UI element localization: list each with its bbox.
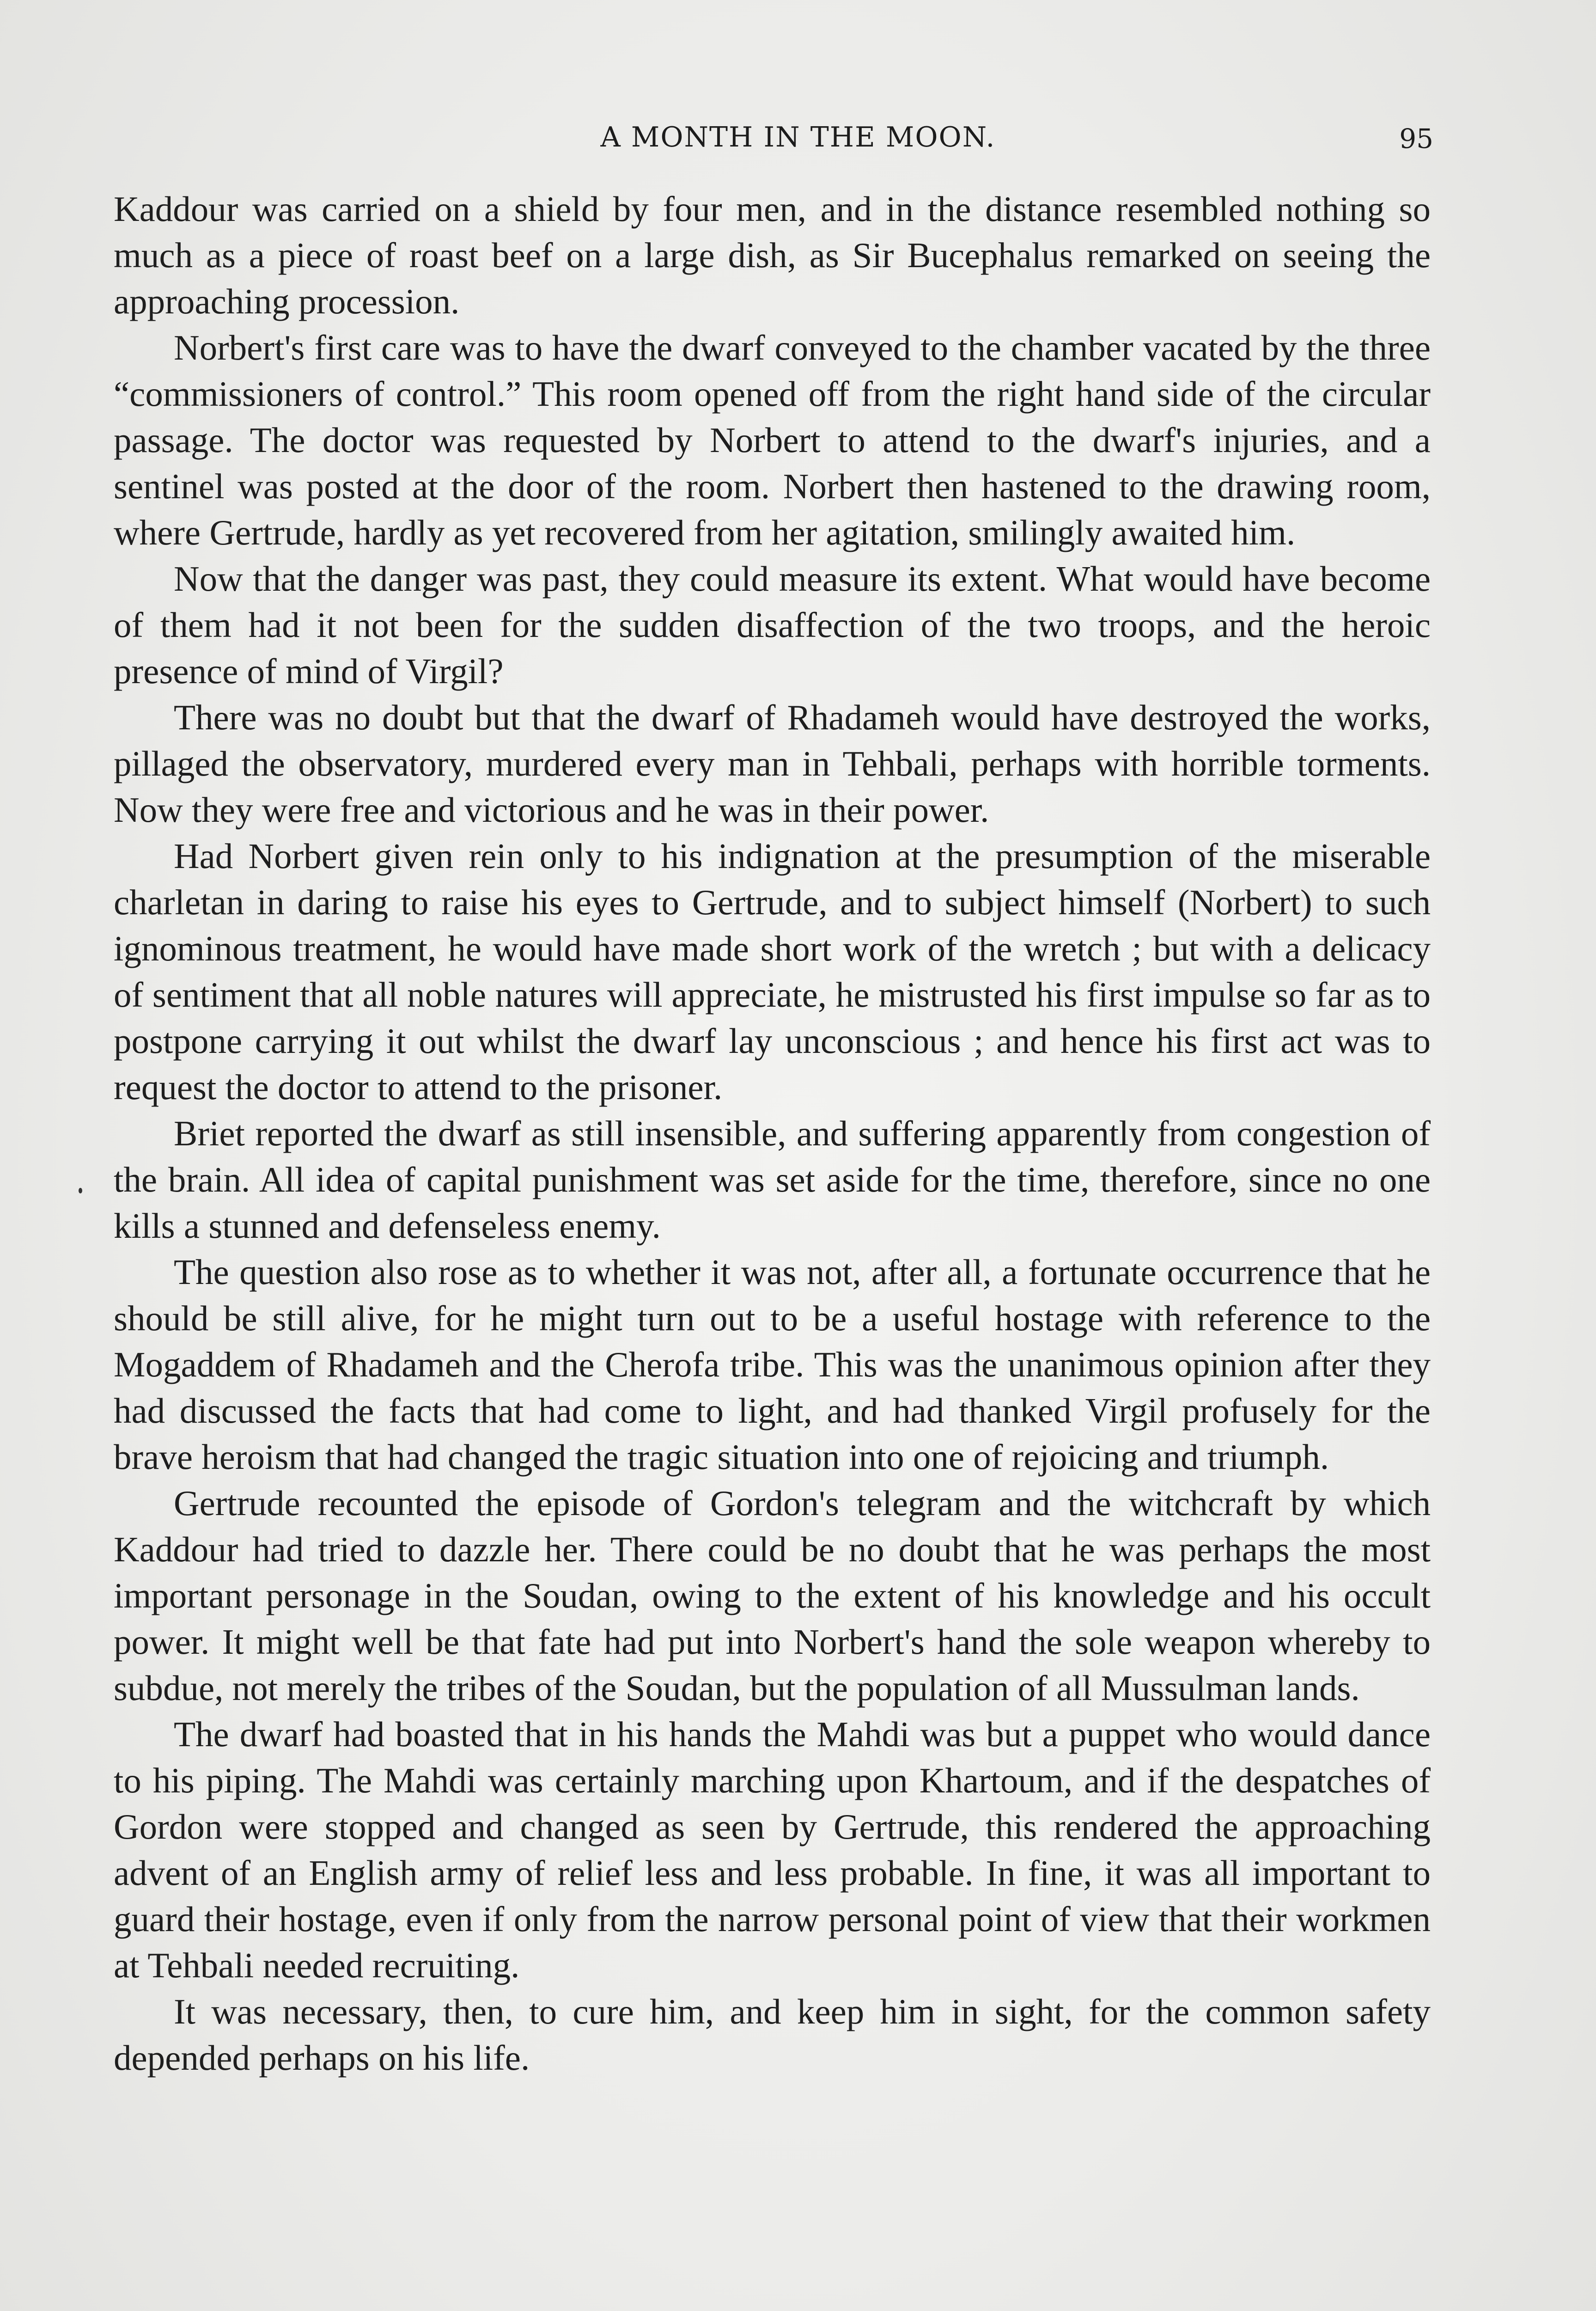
ink-speck [79, 1188, 82, 1193]
paragraph: Gertrude recounted the episode of Gordon's telegram and the witchcraft by which Kaddour had tried to dazzle her. There could be no doubt that he was perhaps the most important personage in the Soudan, owing to the extent of his knowledge and his occult power. It might well be that fate had put into Norbert's hand the sole weapon whereby to subdue, not merely the tribes of the Soudan, but the population of all Mussulman lands. [114, 1483, 1431, 1708]
page-number: 95 [1399, 123, 1433, 154]
paragraph: The question also rose as to whether it was not, after all, a fortunate occurrence that he should be still alive, for he might turn out to be a useful hostage with reference to the Mogaddem of Rhadameh and the Cherofa tribe. This was the unanimous opinion after they had discussed the facts that had come to light, and had thanked Virgil profusely for the brave heroism that had changed the tragic situation into one of rejoicing and triumph. [114, 1252, 1431, 1477]
running-title: A MONTH IN THE MOON. [600, 121, 996, 153]
paragraph: Norbert's first care was to have the dwarf conveyed to the chamber vacated by the three “commissioners of control.” This room opened off from the right hand side of the circular passage. The doctor was requested by Norbert to attend to the dwarf's injuries, and a sentinel was posted at the door of the room. Norbert then hastened to the drawing room, where Gertrude, hardly as yet recovered from her agitation, smilingly awaited him. [114, 328, 1431, 552]
paragraph: Briet reported the dwarf as still insensible, and suffering apparently from congestion of the brain. All idea of capital punishment was set aside for the time, therefore, since no one kills a stunned and defenseless enemy. [114, 1113, 1431, 1246]
paragraph: Now that the danger was past, they could measure its extent. What would have become of them had it not been for the sudden disaffection of the two troops, and the heroic presence of mind of Virgil? [114, 559, 1431, 691]
running-head [0, 121, 1596, 158]
paragraph: It was necessary, then, to cure him, and keep him in sight, for the common safety depended perhaps on his life. [114, 1992, 1431, 2078]
paragraph: Kaddour was carried on a shield by four men, and in the distance resembled nothing so much as a piece of roast beef on a large dish, as Sir Bucephalus remarked on seeing the approaching procession. [114, 189, 1431, 321]
body-text [114, 186, 1431, 2081]
paragraph: Had Norbert given rein only to his indignation at the presumption of the miserable charletan in daring to raise his eyes to Gertrude, and to subject himself (Norbert) to such ignominous treatment, he would have made short work of the wretch ; but with a delicacy of sentiment that all noble natures will appreciate, he mistrusted his first impulse so far as to postpone carrying it out whilst the dwarf lay unconscious ; and hence his first act was to request the doctor to attend to the prisoner. [114, 836, 1431, 1107]
paragraph: The dwarf had boasted that in his hands the Mahdi was but a puppet who would dance to his piping. The Mahdi was certainly marching upon Khartoum, and if the despatches of Gordon were stopped and changed as seen by Gertrude, this rendered the approaching advent of an English army of relief less and less probable. In fine, it was all important to guard their hostage, even if only from the narrow personal point of view that their workmen at Tehbali needed recruiting. [114, 1714, 1431, 1985]
paragraph: There was no doubt but that the dwarf of Rhadameh would have destroyed the works, pillaged the observatory, murdered every man in Tehbali, perhaps with horrible torments. Now they were free and victorious and he was in their power. [114, 697, 1431, 830]
